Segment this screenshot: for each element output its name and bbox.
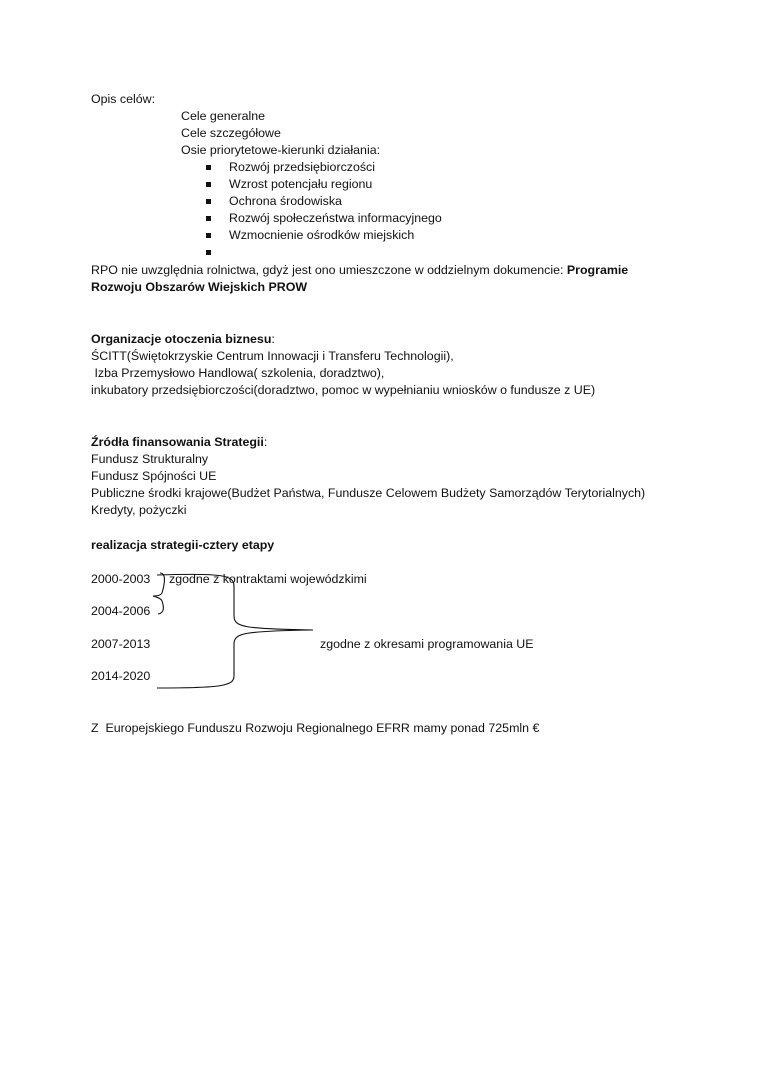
funding-item: Fundusz Strukturalny xyxy=(91,452,209,466)
funding-item: Publiczne środki krajowe(Budżet Państwa, Fundusze Celowem Budżety Samorządów Terytorialnych) xyxy=(91,486,646,500)
business-heading: Organizacje otoczenia biznesu xyxy=(91,332,272,346)
funding-item: Fundusz Spójności UE xyxy=(91,469,217,483)
funding-heading-colon: : xyxy=(263,435,268,449)
brace-small xyxy=(153,573,164,614)
business-item: inkubatory przedsiębiorczości(doradztwo, pomoc w wypełnianiu wniosków o fundusze z UE) xyxy=(91,383,596,397)
stage-period: 2004-2006 xyxy=(91,604,151,618)
axis-item: Ochrona środowiska xyxy=(229,194,342,208)
axis-item: Wzrost potencjału regionu xyxy=(229,177,373,191)
stage-note-eu: zgodne z okresami programowania UE xyxy=(320,637,534,651)
stages-heading: realizacja strategii-cztery etapy xyxy=(91,538,275,552)
objectives-heading: Opis celów: xyxy=(91,92,156,106)
stage-period: 2014-2020 xyxy=(91,669,151,683)
rpo-note-bold: Programie xyxy=(566,263,629,277)
business-item: Izba Przemysłowo Handlowa( szkolenia, doradztwo), xyxy=(91,366,385,380)
axis-item: Rozwój społeczeństwa informacyjnego xyxy=(229,211,442,225)
business-heading-colon: : xyxy=(271,332,275,346)
funding-item: Kredyty, pożyczki xyxy=(91,503,187,517)
axes-heading: Osie priorytetowe-kierunki działania: xyxy=(181,143,381,157)
business-item: ŚCITT(Świętokrzyskie Centrum Innowacji i Transferu Technologii), xyxy=(91,349,454,363)
brace-large xyxy=(157,574,313,688)
funding-heading: Źródła finansowania Strategii xyxy=(91,435,264,449)
stage-period: 2000-2003 xyxy=(91,572,151,586)
rpo-note-text: RPO nie uwzględnia rolnictwa, gdyż jest ono umieszczone w oddzielnym dokumencie: xyxy=(91,263,567,277)
axis-item: Rozwój przedsiębiorczości xyxy=(229,160,375,174)
stage-note-voivodeship: zgodne z kontraktami wojewódzkimi xyxy=(169,572,367,586)
axis-item: Wzmocnienie ośrodków miejskich xyxy=(229,228,415,242)
objective-specific: Cele szczegółowe xyxy=(181,126,281,140)
efrr-note: Z Europejskiego Funduszu Rozwoju Regionalnego EFRR mamy ponad 725mln € xyxy=(91,721,540,735)
stage-period: 2007-2013 xyxy=(91,637,151,651)
objective-general: Cele generalne xyxy=(181,109,266,123)
rpo-note-line2: Rozwoju Obszarów Wiejskich PROW xyxy=(91,280,308,294)
